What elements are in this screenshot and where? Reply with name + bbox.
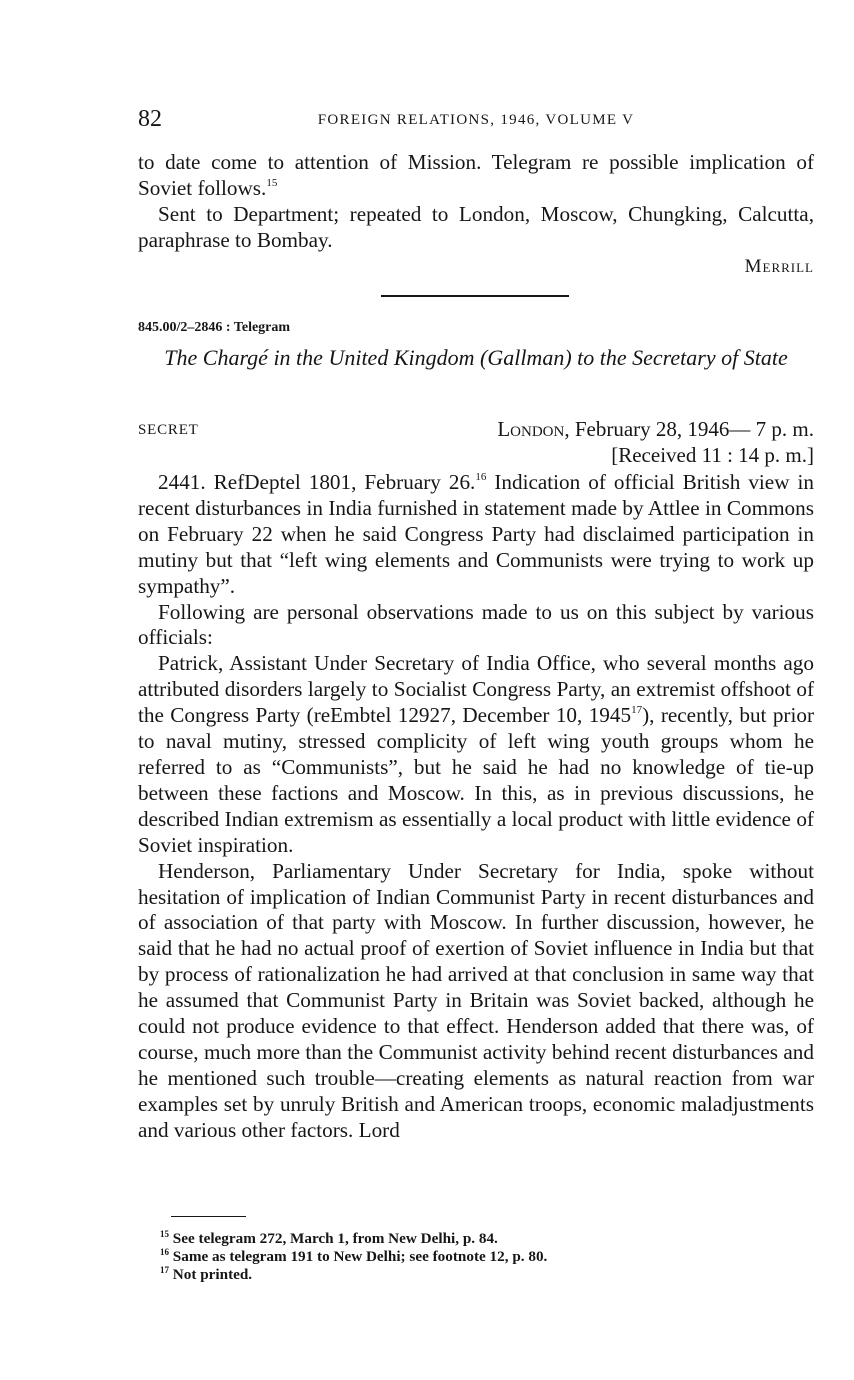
- footnote-ref-16: 16: [475, 471, 487, 483]
- received-time: [Received 11 : 14 p. m.]: [611, 443, 814, 467]
- signature: Merrill: [744, 256, 814, 277]
- footnote-ref-17: 17: [631, 704, 643, 717]
- page-number: 82: [138, 106, 162, 132]
- document-title: The Chargé in the United Kingdom (Gallman) to the Secretary of State: [164, 345, 788, 370]
- running-title: FOREIGN RELATIONS, 1946, VOLUME V: [317, 112, 635, 128]
- body-paragraph: Patrick, Assistant Under Secretary of India Office, who several months ago attributed disorders largely to Socialist Congress Party, an extremist offshoot of the Congress Party (reEmbtel 12927, December 10, 1945$^{17}$), recently, but prior to naval mutiny, stressed complicity of left wing youth groups whom he referred to as “Communists”, but he said he had no knowledge of tie-up between these factions and Moscow. In this, as in previous discussions, he described Indian extremism as essentially a local product with little evidence of Soviet inspiration.: [138, 651, 815, 857]
- body-paragraph: Henderson, Parliamentary Under Secretary for India, spoke without hesitation of implication of Indian Communist Party in recent disturbances and of association of that party with Moscow. In further discussion, however, he said that he had no actual proof of exertion of Soviet influence in India but that by process of rationalization he had arrived at that conclusion in same way that he assumed that Communist Party in Britain was Soviet backed, although he could not produce evidence to that effect. Henderson added that there was, of course, much more than the Communist activity behind recent disturbances and he mentioned such trouble—creating elements as natural reaction from war examples set by unruly British and American troops, economic maladjustments and various other factors. Lord: [138, 858, 814, 1142]
- file-reference: 845.00/2–2846 : Telegram: [138, 320, 291, 335]
- telegram-body: [138, 470, 814, 1144]
- continuation-text: [138, 150, 814, 254]
- body-paragraph: 2441. RefDeptel 1801, February 26.16 Indication of official British view in recent disturbances in India furnished in statement made by Attlee in Commons on February 22 when he said Congress Party had disclaimed participation in mutiny but that “left wing elements and Communists were trying to work up sympathy”.: [138, 470, 814, 598]
- body-paragraph: Following are personal observations made to us on this subject by various officials:: [138, 599, 814, 650]
- section-divider: [381, 295, 569, 297]
- footnote-divider: [171, 1216, 246, 1217]
- footnote-ref-15: 15: [266, 176, 278, 189]
- footnotes: [160, 1230, 547, 1284]
- page-header: [138, 106, 814, 136]
- footnote: $^{17}$ Not printed.: [160, 1265, 253, 1283]
- footnote: $^{15}$ See telegram 272, March 1, from New Delhi, p. 84.: [160, 1229, 498, 1247]
- dateline: [497, 416, 814, 468]
- continuation-paragraph: to date come to attention of Mission. Telegram re possible implication of Soviet follows.$^{15}$: [138, 150, 814, 200]
- footnote: $^{16}$ Same as telegram 191 to New Delhi; see footnote 12, p. 80.: [160, 1247, 548, 1265]
- dateline-place-date: London, February 28, 1946— 7 p. m.: [497, 417, 814, 441]
- dateline-place: London: [497, 417, 565, 441]
- classification-label: SECRET: [138, 422, 199, 438]
- distribution-paragraph: Sent to Department; repeated to London, Moscow, Chungking, Calcutta, paraphrase to Bombay.: [138, 201, 814, 252]
